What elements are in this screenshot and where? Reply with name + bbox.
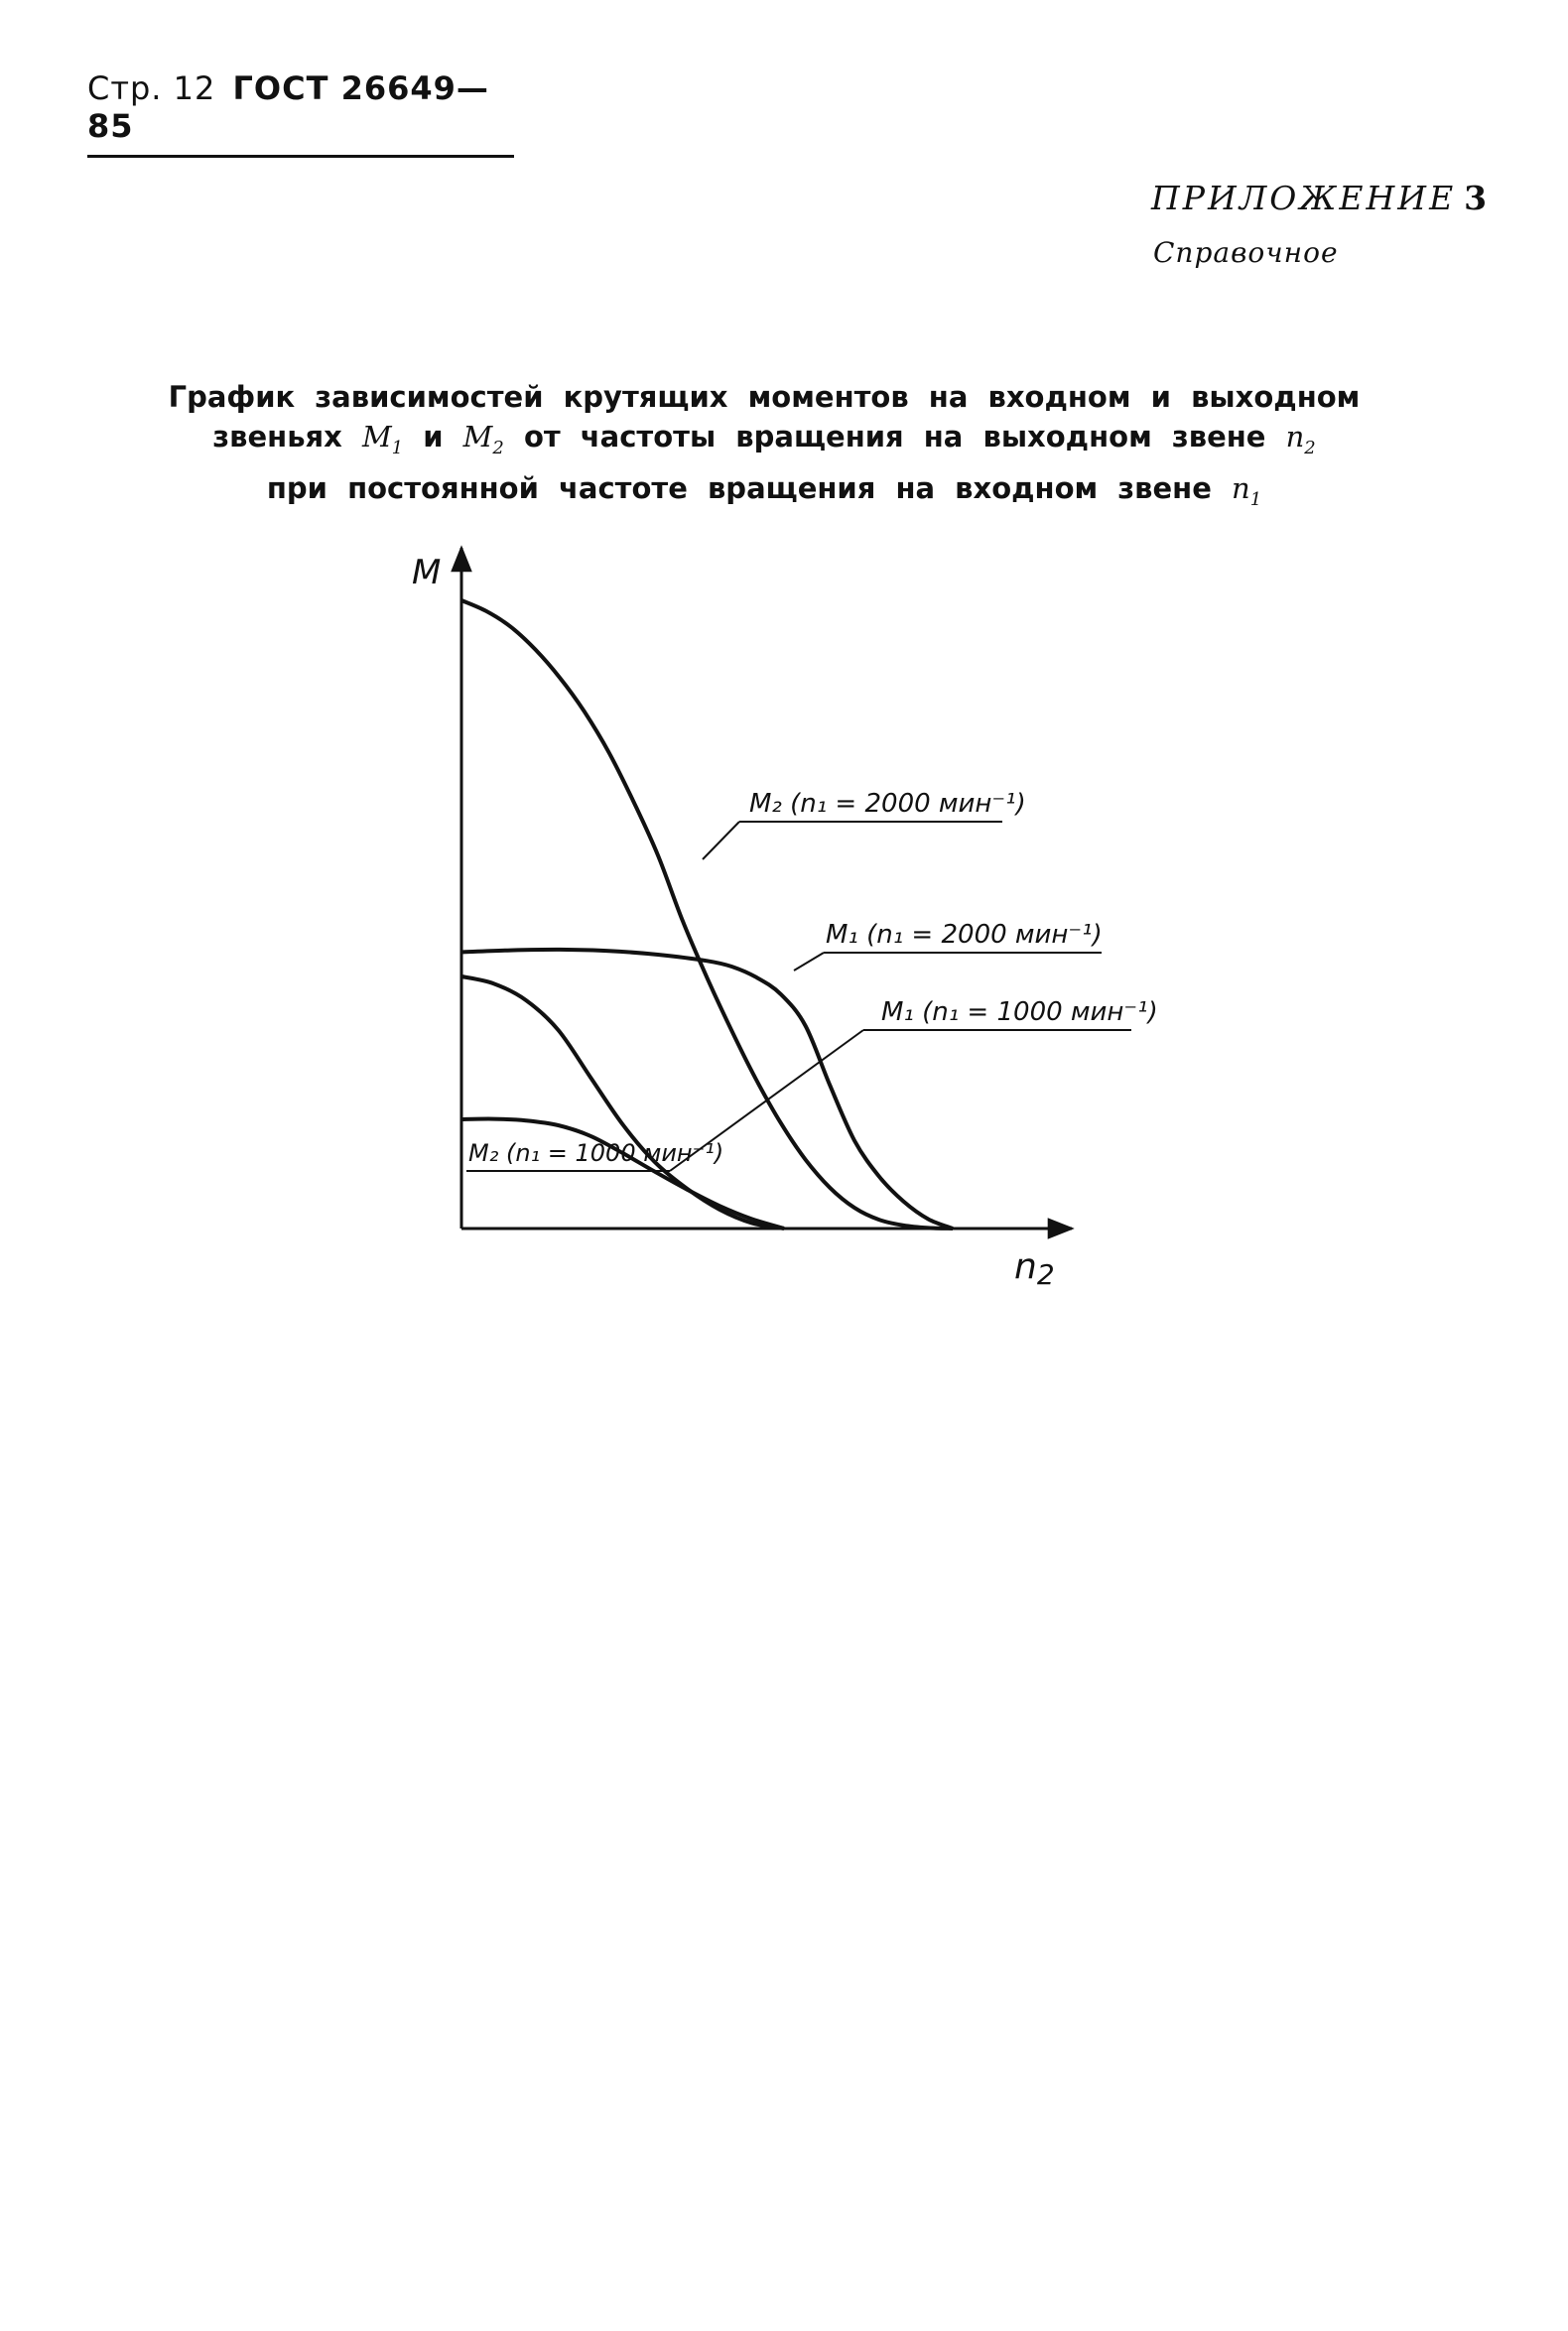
legend-m2-2000: M₂ (n₁ = 2000 мин⁻¹) [749, 789, 1026, 819]
title-line-2: звеньях $M_1$ и $M_2$ от частоты вращения на выходном звене $n_2$ [212, 420, 1316, 458]
appendix-label: ПРИЛОЖЕНИЕ [1151, 179, 1457, 217]
title-line-1: График зависимостей крутящих моментов на входном и выходном [168, 380, 1361, 414]
title-line-3: при постоянной частоте вращения на входном звене $n_1$ [266, 470, 1262, 510]
standard-code: ГОСТ 26649—85 [87, 69, 489, 145]
page-number: Стр. 12 [87, 69, 216, 107]
curve-m1-2000 [461, 950, 953, 1229]
curve-m2-2000 [461, 600, 953, 1229]
leader-m1-2000 [794, 953, 824, 971]
legend-m1-1000: M₁ (n₁ = 1000 мин⁻¹) [881, 997, 1158, 1027]
legend-m2-1000: M₂ (n₁ = 1000 мин⁻¹) [468, 1139, 724, 1167]
var-m2: $M_2$ [462, 420, 504, 458]
var-m1: $M_1$ [361, 420, 404, 458]
legend-m1-2000: M₁ (n₁ = 2000 мин⁻¹) [826, 920, 1103, 950]
leader-m2-2000 [703, 822, 739, 859]
var-n2: $n_2$ [1285, 420, 1316, 458]
curve-m1-1000 [461, 1119, 784, 1229]
appendix-number: 3 [1464, 179, 1488, 217]
curve-m2-1000 [461, 976, 784, 1229]
appendix-type: Справочное [1153, 236, 1339, 269]
y-axis-label: M [412, 553, 442, 592]
var-n1: $n_1$ [1232, 470, 1262, 510]
x-axis-label: n2 [1014, 1246, 1055, 1291]
